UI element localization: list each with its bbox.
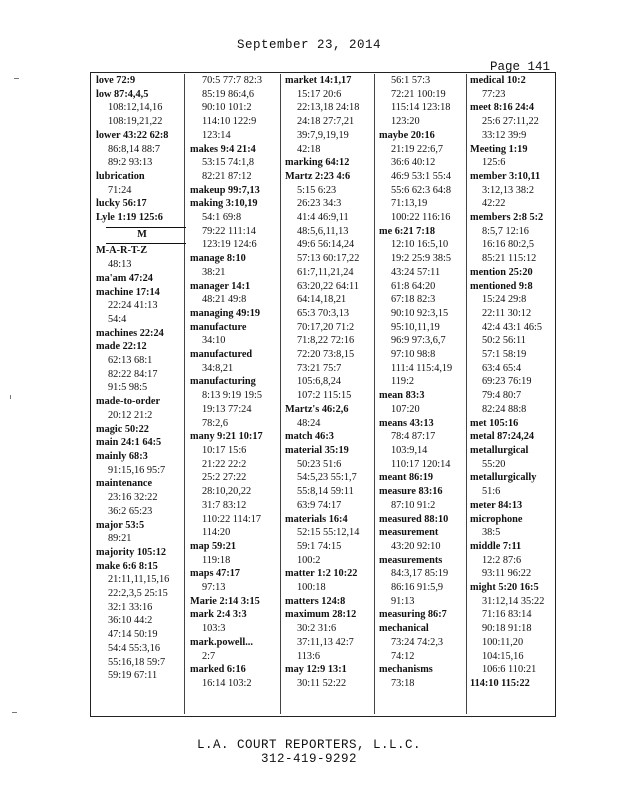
index-term: mention 25:20 xyxy=(470,266,533,278)
index-references: 73:24 74:2,3 xyxy=(391,636,444,648)
index-references: 63:4 65:4 xyxy=(482,362,522,374)
index-references: 43:24 57:11 xyxy=(391,266,441,278)
index-references: 91:13 xyxy=(391,595,415,607)
index-references: 78:4 87:17 xyxy=(391,431,436,443)
index-term: materials 16:4 xyxy=(285,513,348,525)
index-term: measurement xyxy=(379,527,439,539)
index-references: 61:8 64:20 xyxy=(391,280,436,292)
index-references: 61:7,11,21,24 xyxy=(297,266,354,278)
index-term: metallurgical xyxy=(470,444,529,456)
index-references: 48:24 xyxy=(297,417,321,429)
index-term: measurements xyxy=(379,554,443,566)
index-references: 31:12,14 35:22 xyxy=(482,595,545,607)
index-references: 34:8,21 xyxy=(202,362,234,374)
index-term: matter 1:2 10:22 xyxy=(285,568,358,580)
index-references: 22:11 30:12 xyxy=(482,307,532,319)
index-references: 21:22 22:2 xyxy=(202,458,247,470)
index-references: 72:20 73:8,15 xyxy=(297,349,355,361)
index-term: makes 9:4 21:4 xyxy=(190,143,256,155)
index-term: mark 2:4 3:3 xyxy=(190,609,247,621)
index-references: 52:15 55:12,14 xyxy=(297,527,360,539)
index-references: 54:4 55:3,16 xyxy=(108,642,161,654)
index-column-5 xyxy=(470,74,562,714)
index-term: maybe 20:16 xyxy=(379,129,435,141)
index-references: 114:10 122:9 xyxy=(202,116,257,128)
index-references: 48:13 xyxy=(108,259,132,271)
index-references: 55:8,14 59:11 xyxy=(297,486,354,498)
index-term: low 87:4,4,5 xyxy=(96,88,149,100)
index-term: ma'am 47:24 xyxy=(96,272,153,284)
index-term: Martz's 46:2,6 xyxy=(285,403,349,415)
index-references: 57:1 58:19 xyxy=(482,349,527,361)
index-term: Lyle 1:19 125:6 xyxy=(96,212,163,224)
index-term: maintenance xyxy=(96,478,153,490)
index-references: 12:10 16:5,10 xyxy=(391,239,449,251)
index-references: 91:5 98:5 xyxy=(108,382,148,394)
index-references: 15:17 20:6 xyxy=(297,88,342,100)
index-references: 2:7 xyxy=(202,650,216,662)
index-references: 41:4 46:9,11 xyxy=(297,212,349,224)
index-references: 50:2 56:11 xyxy=(482,335,526,347)
index-term: match 46:3 xyxy=(285,431,334,443)
index-term: M-A-R-T-Z xyxy=(96,245,148,257)
index-term: measured 88:10 xyxy=(379,513,449,525)
index-references: 22:24 41:13 xyxy=(108,300,158,312)
index-references: 70:5 77:7 82:3 xyxy=(202,75,263,86)
index-references: 110:22 114:17 xyxy=(202,513,262,525)
index-references: 113:6 xyxy=(297,650,321,662)
index-references: 31:7 83:12 xyxy=(202,499,247,511)
index-references: 71:24 xyxy=(108,184,132,196)
index-term: middle 7:11 xyxy=(470,540,522,552)
index-references: 49:6 56:14,24 xyxy=(297,239,355,251)
index-term: made-to-order xyxy=(96,396,161,408)
index-references: 63:20,22 64:11 xyxy=(297,280,359,292)
index-references: 30:11 52:22 xyxy=(297,677,347,689)
index-references: 97:13 xyxy=(202,582,226,594)
index-references: 50:23 51:6 xyxy=(297,458,342,470)
index-references: 106:6 110:21 xyxy=(482,664,537,676)
index-references: 115:14 123:18 xyxy=(391,102,451,114)
index-references: 90:10 101:2 xyxy=(202,102,252,114)
index-term: maximum 28:12 xyxy=(285,609,357,621)
index-term: machines 22:24 xyxy=(96,327,164,339)
index-references: 42:4 43:1 46:5 xyxy=(482,321,543,333)
index-references: 70:17,20 71:2 xyxy=(297,321,355,333)
index-references: 108:12,14,16 xyxy=(108,102,163,114)
index-term: matters 124:8 xyxy=(285,595,346,607)
index-term: metal 87:24,24 xyxy=(470,431,535,443)
index-term: love 72:9 xyxy=(96,75,136,86)
index-references: 119:2 xyxy=(391,376,415,388)
index-references: 16:16 80:2,5 xyxy=(482,239,535,251)
index-references: 74:12 xyxy=(391,650,415,662)
index-references: 32:1 33:16 xyxy=(108,601,153,613)
index-references: 64:14,18,21 xyxy=(297,294,347,306)
index-term: mean 83:3 xyxy=(379,390,425,402)
index-references: 16:14 103:2 xyxy=(202,677,252,689)
index-references: 5:15 6:23 xyxy=(297,184,337,196)
index-references: 71:16 83:14 xyxy=(482,609,532,621)
index-references: 36:6 40:12 xyxy=(391,157,436,169)
index-references: 22:2,3,5 25:15 xyxy=(108,588,168,600)
index-references: 46:9 53:1 55:4 xyxy=(391,170,452,182)
index-references: 54:1 69:8 xyxy=(202,212,242,224)
index-references: 114:20 xyxy=(202,527,231,539)
index-references: 65:3 70:3,13 xyxy=(297,307,350,319)
index-references: 125:6 xyxy=(482,157,506,169)
index-references: 30:2 31:6 xyxy=(297,623,337,635)
reporter-name: L.A. COURT REPORTERS, L.L.C. xyxy=(196,738,422,752)
index-term: main 24:1 64:5 xyxy=(96,437,162,449)
index-term: lubrication xyxy=(96,170,145,182)
index-references: 73:21 75:7 xyxy=(297,362,342,374)
index-references: 123:20 xyxy=(391,116,420,128)
index-references: 72:21 100:19 xyxy=(391,88,446,100)
index-references: 51:6 xyxy=(482,486,501,498)
index-term: might 5:20 16:5 xyxy=(470,582,539,594)
index-references: 47:14 50:19 xyxy=(108,629,158,641)
index-term: marked 6:16 xyxy=(190,664,246,676)
index-column-3 xyxy=(285,74,377,714)
index-references: 96:9 97:3,6,7 xyxy=(391,335,446,347)
index-references: 79:22 111:14 xyxy=(202,225,256,237)
index-term: major 53:5 xyxy=(96,519,145,531)
index-references: 20:12 21:2 xyxy=(108,409,153,421)
index-references: 10:17 15:6 xyxy=(202,444,247,456)
index-term: measuring 86:7 xyxy=(379,609,447,621)
index-references: 28:10,20,22 xyxy=(202,486,252,498)
index-references: 36:10 44:2 xyxy=(108,615,153,627)
index-references: 84:3,17 85:19 xyxy=(391,568,449,580)
index-term: machine 17:14 xyxy=(96,286,160,298)
index-references: 33:12 39:9 xyxy=(482,129,527,141)
scan-mark xyxy=(14,78,19,79)
index-references: 8:13 9:19 19:5 xyxy=(202,390,263,402)
index-term: map 59:21 xyxy=(190,540,237,552)
index-references: 38:21 xyxy=(202,266,226,278)
index-references: 100:11,20 xyxy=(482,636,524,648)
index-references: 8:5,7 12:16 xyxy=(482,225,529,237)
index-references: 19:13 77:24 xyxy=(202,403,252,415)
index-references: 90:18 91:18 xyxy=(482,623,532,635)
index-references: 89:2 93:13 xyxy=(108,157,153,169)
index-references: 25:6 27:11,22 xyxy=(482,116,539,128)
index-references: 77:23 xyxy=(482,88,506,100)
index-term: maps 47:17 xyxy=(190,568,241,580)
index-term: lower 43:22 62:8 xyxy=(96,129,169,141)
index-term: medical 10:2 xyxy=(470,75,526,86)
index-references: 82:21 87:12 xyxy=(202,170,252,182)
index-references: 57:13 60:17,22 xyxy=(297,253,360,265)
index-references: 67:18 82:3 xyxy=(391,294,436,306)
index-term: marking 64:12 xyxy=(285,157,350,169)
index-references: 111:4 115:4,19 xyxy=(391,362,453,374)
index-term: majority 105:12 xyxy=(96,546,167,558)
index-references: 48:21 49:8 xyxy=(202,294,247,306)
index-term: microphone xyxy=(470,513,523,525)
index-references: 55:6 62:3 64:8 xyxy=(391,184,452,196)
index-references: 69:23 76:19 xyxy=(482,376,532,388)
index-references: 103:3 xyxy=(202,623,226,635)
index-term: meter 84:13 xyxy=(470,499,523,511)
index-term: Meeting 1:19 xyxy=(470,143,528,155)
index-term: Marie 2:14 3:15 xyxy=(190,595,260,607)
index-term: meant 86:19 xyxy=(379,472,434,484)
index-references: 85:21 115:12 xyxy=(482,253,537,265)
index-references: 78:2,6 xyxy=(202,417,229,429)
index-references: 24:18 27:7,21 xyxy=(297,116,355,128)
index-term: Martz 2:23 4:6 xyxy=(285,170,351,182)
index-references: 100:22 116:16 xyxy=(391,212,451,224)
index-references: 48:5,6,11,13 xyxy=(297,225,349,237)
index-column-4 xyxy=(379,74,471,714)
index-references: 95:10,11,19 xyxy=(391,321,440,333)
index-term: mainly 68:3 xyxy=(96,450,148,462)
deposition-date: September 23, 2014 xyxy=(236,38,382,52)
index-references: 63:9 74:17 xyxy=(297,499,342,511)
scan-mark xyxy=(12,712,17,713)
index-references: 104:15,16 xyxy=(482,650,524,662)
index-references: 21:11,11,15,16 xyxy=(108,574,170,586)
index-references: 79:4 80:7 xyxy=(482,390,522,402)
index-term: manufactured xyxy=(190,349,253,361)
index-term: material 35:19 xyxy=(285,444,349,456)
index-term: mechanical xyxy=(379,623,429,635)
index-references: 108:19,21,22 xyxy=(108,116,163,128)
index-references: 62:13 68:1 xyxy=(108,355,153,367)
index-references: 110:17 120:14 xyxy=(391,458,451,470)
index-references: 34:10 xyxy=(202,335,226,347)
index-references: 123:19 124:6 xyxy=(202,239,257,251)
index-references: 93:11 96:22 xyxy=(482,568,532,580)
index-term: manufacturing xyxy=(190,376,256,388)
index-references: 107:20 xyxy=(391,403,420,415)
index-references: 100:2 xyxy=(297,554,321,566)
index-term: made 22:12 xyxy=(96,341,147,353)
index-references: 25:2 27:22 xyxy=(202,472,247,484)
reporter-phone: 312-419-9292 xyxy=(260,752,357,766)
index-references: 55:16,18 59:7 xyxy=(108,656,166,668)
index-references: 54:5,23 55:1,7 xyxy=(297,472,357,484)
index-term: market 14:1,17 xyxy=(285,75,352,86)
index-references: 86:8,14 88:7 xyxy=(108,143,161,155)
index-references: 100:18 xyxy=(297,582,326,594)
index-references: 73:18 xyxy=(391,677,415,689)
index-references: 3:12,13 38:2 xyxy=(482,184,535,196)
index-references: 71:13,19 xyxy=(391,198,428,210)
index-term: measure 83:16 xyxy=(379,486,443,498)
index-column-1 xyxy=(96,74,188,714)
index-term: manager 14:1 xyxy=(190,280,251,292)
index-term: metallurgically xyxy=(470,472,537,484)
index-references: 56:1 57:3 xyxy=(391,75,431,86)
index-term: magic 50:22 xyxy=(96,423,149,435)
index-references: 90:10 92:3,15 xyxy=(391,307,449,319)
index-term: managing 49:19 xyxy=(190,307,261,319)
index-references: 85:19 86:4,6 xyxy=(202,88,255,100)
section-letter: M xyxy=(137,228,147,240)
index-references: 42:22 xyxy=(482,198,506,210)
index-term: manufacture xyxy=(190,321,247,333)
index-term: makeup 99:7,13 xyxy=(190,184,260,196)
index-references: 89:21 xyxy=(108,533,132,545)
index-references: 23:16 32:22 xyxy=(108,492,158,504)
index-references: 86:16 91:5,9 xyxy=(391,582,444,594)
index-references: 38:5 xyxy=(482,527,501,539)
index-references: 105:6,8,24 xyxy=(297,376,342,388)
index-term: 114:10 115:22 xyxy=(470,677,530,689)
index-references: 21:19 22:6,7 xyxy=(391,143,444,155)
index-references: 36:2 65:23 xyxy=(108,505,153,517)
index-references: 82:24 88:8 xyxy=(482,403,527,415)
index-references: 55:20 xyxy=(482,458,506,470)
index-term: member 3:10,11 xyxy=(470,170,541,182)
index-references: 71:8,22 72:16 xyxy=(297,335,355,347)
index-term: many 9:21 10:17 xyxy=(190,431,263,443)
index-references: 59:19 67:11 xyxy=(108,670,158,682)
index-references: 19:2 25:9 38:5 xyxy=(391,253,452,265)
index-term: members 2:8 5:2 xyxy=(470,212,544,224)
index-term: mentioned 9:8 xyxy=(470,280,533,292)
index-references: 119:18 xyxy=(202,554,231,566)
index-term: means 43:13 xyxy=(379,417,434,429)
index-column-2 xyxy=(190,74,282,714)
index-term: me 6:21 7:18 xyxy=(379,225,436,237)
index-term: meet 8:16 24:4 xyxy=(470,102,535,114)
index-references: 37:11,13 42:7 xyxy=(297,636,354,648)
index-term: making 3:10,19 xyxy=(190,198,258,210)
index-references: 42:18 xyxy=(297,143,321,155)
index-references: 97:10 98:8 xyxy=(391,349,436,361)
index-references: 59:1 74:15 xyxy=(297,540,342,552)
index-references: 26:23 34:3 xyxy=(297,198,342,210)
index-term: manage 8:10 xyxy=(190,253,246,265)
index-term: lucky 56:17 xyxy=(96,198,147,210)
index-references: 87:10 91:2 xyxy=(391,499,436,511)
page-number: Page 141 xyxy=(490,60,551,74)
index-references: 43:20 92:10 xyxy=(391,540,441,552)
index-references: 39:7,9,19,19 xyxy=(297,129,349,141)
index-references: 12:2 87:6 xyxy=(482,554,522,566)
index-term: may 12:9 13:1 xyxy=(285,664,347,676)
index-references: 53:15 74:1,8 xyxy=(202,157,255,169)
index-references: 82:22 84:17 xyxy=(108,368,158,380)
index-term: mechanisms xyxy=(379,664,433,676)
index-references: 22:13,18 24:18 xyxy=(297,102,360,114)
index-term: met 105:16 xyxy=(470,417,519,429)
index-references: 91:15,16 95:7 xyxy=(108,464,166,476)
index-references: 103:9,14 xyxy=(391,444,428,456)
scan-mark xyxy=(10,395,11,399)
index-term: mark.powell... xyxy=(190,636,253,648)
index-references: 123:14 xyxy=(202,129,231,141)
index-term: make 6:6 8:15 xyxy=(96,560,158,572)
index-references: 54:4 xyxy=(108,313,127,325)
index-references: 107:2 115:15 xyxy=(297,390,352,402)
index-references: 15:24 29:8 xyxy=(482,294,527,306)
